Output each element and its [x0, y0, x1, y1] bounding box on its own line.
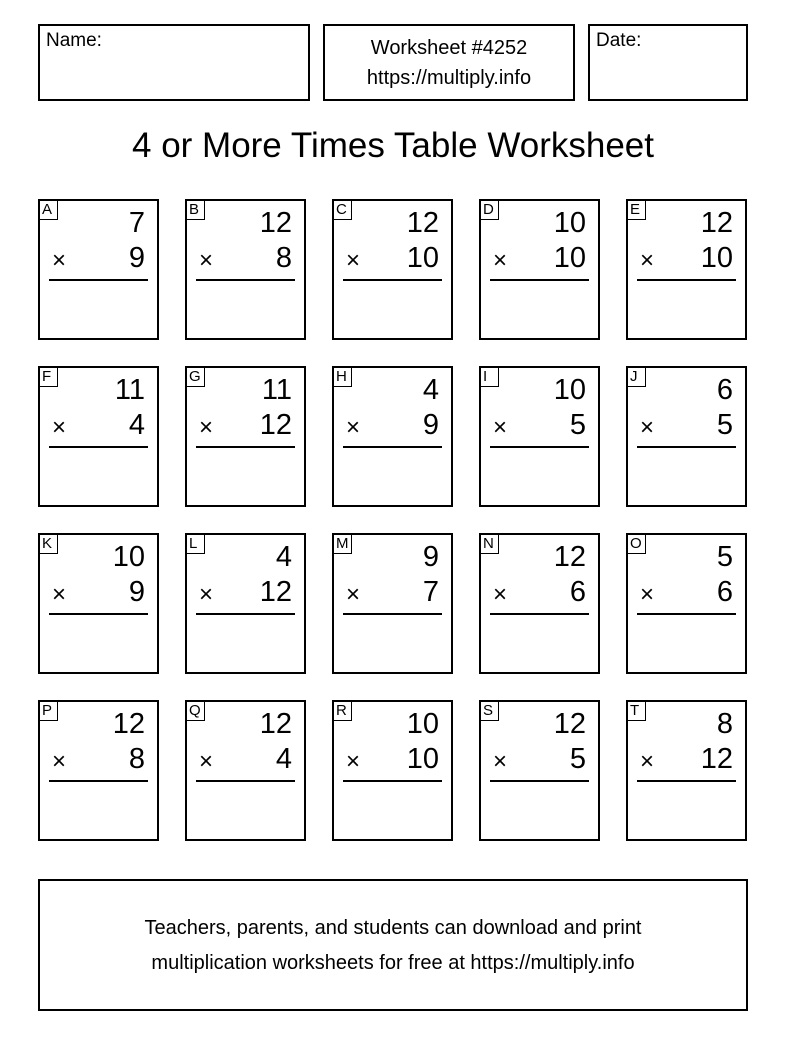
problem-card — [479, 700, 600, 841]
times-sign: × — [493, 414, 508, 441]
problem-card — [38, 199, 159, 340]
multiplier: 4 — [128, 409, 145, 441]
name-field-box — [38, 24, 310, 101]
problem-letter: J — [626, 366, 646, 387]
answer-line — [490, 279, 589, 281]
answer-line — [343, 613, 442, 615]
date-label: Date: — [596, 30, 642, 51]
problem-letter: I — [479, 366, 499, 387]
answer-line — [196, 446, 295, 448]
multiplicand: 11 — [261, 374, 292, 406]
problem-card — [38, 533, 159, 674]
problem-card — [38, 366, 159, 507]
times-sign: × — [493, 581, 508, 608]
multiplier: 5 — [716, 409, 733, 441]
multiplicand: 12 — [112, 708, 145, 740]
multiplier: 7 — [422, 576, 439, 608]
multiplicand: 12 — [259, 207, 292, 239]
problem-letter: E — [626, 199, 646, 220]
problem-letter: N — [479, 533, 499, 554]
multiplicand: 4 — [275, 541, 292, 573]
times-sign: × — [199, 414, 214, 441]
problem-card — [185, 700, 306, 841]
times-sign: × — [640, 581, 655, 608]
multiplicand: 8 — [716, 708, 733, 740]
answer-line — [637, 780, 736, 782]
multiplier: 5 — [569, 409, 586, 441]
problem-card — [332, 199, 453, 340]
times-sign: × — [640, 748, 655, 775]
problem-letter: A — [38, 199, 58, 220]
times-sign: × — [346, 581, 361, 608]
times-sign: × — [640, 247, 655, 274]
multiplier: 10 — [406, 242, 439, 274]
problem-letter: H — [332, 366, 352, 387]
problem-card — [332, 366, 453, 507]
multiplier: 8 — [275, 242, 292, 274]
problem-letter: C — [332, 199, 352, 220]
problem-card — [626, 533, 747, 674]
multiplier: 10 — [406, 743, 439, 775]
multiplicand: 11 — [114, 374, 145, 406]
multiplier: 5 — [569, 743, 586, 775]
problem-card — [185, 366, 306, 507]
problem-card — [332, 700, 453, 841]
answer-line — [343, 780, 442, 782]
multiplicand: 12 — [406, 207, 439, 239]
multiplicand: 10 — [406, 708, 439, 740]
problem-card — [479, 366, 600, 507]
multiplier: 8 — [128, 743, 145, 775]
worksheet-number: Worksheet #4252 — [370, 37, 528, 59]
footer-line-1: Teachers, parents, and students can download and print — [144, 917, 642, 939]
times-sign: × — [346, 414, 361, 441]
times-sign: × — [52, 581, 67, 608]
times-sign: × — [640, 414, 655, 441]
times-sign: × — [346, 748, 361, 775]
multiplier: 12 — [700, 743, 733, 775]
problem-card — [626, 199, 747, 340]
problem-card — [185, 199, 306, 340]
problem-letter: M — [332, 533, 352, 554]
problem-letter: S — [479, 700, 499, 721]
answer-line — [343, 279, 442, 281]
times-sign: × — [52, 748, 67, 775]
worksheet-url: https://multiply.info — [366, 67, 532, 89]
problem-letter: L — [185, 533, 205, 554]
times-sign: × — [199, 748, 214, 775]
times-sign: × — [199, 581, 214, 608]
answer-line — [490, 780, 589, 782]
answer-line — [196, 279, 295, 281]
problem-letter: R — [332, 700, 352, 721]
multiplier: 4 — [275, 743, 292, 775]
answer-line — [49, 613, 148, 615]
answer-line — [637, 279, 736, 281]
multiplier: 6 — [716, 576, 733, 608]
multiplicand: 9 — [422, 541, 439, 573]
multiplicand: 10 — [553, 374, 586, 406]
answer-line — [49, 279, 148, 281]
answer-line — [637, 446, 736, 448]
multiplier: 10 — [700, 242, 733, 274]
problem-letter: B — [185, 199, 205, 220]
multiplicand: 12 — [553, 541, 586, 573]
answer-line — [343, 446, 442, 448]
multiplier: 10 — [553, 242, 586, 274]
multiplier: 12 — [259, 409, 292, 441]
problem-letter: O — [626, 533, 646, 554]
times-sign: × — [52, 247, 67, 274]
name-label: Name: — [46, 30, 102, 51]
answer-line — [490, 613, 589, 615]
problem-card — [479, 199, 600, 340]
answer-line — [49, 446, 148, 448]
multiplier: 12 — [259, 576, 292, 608]
multiplicand: 10 — [112, 541, 145, 573]
problem-letter: F — [38, 366, 58, 387]
times-sign: × — [199, 247, 214, 274]
problem-letter: D — [479, 199, 499, 220]
date-field-box — [588, 24, 748, 101]
multiplicand: 5 — [716, 541, 733, 573]
answer-line — [637, 613, 736, 615]
multiplier: 9 — [422, 409, 439, 441]
times-sign: × — [52, 414, 67, 441]
footer-box — [38, 879, 748, 1011]
problem-card — [479, 533, 600, 674]
problem-letter: G — [185, 366, 205, 387]
answer-line — [49, 780, 148, 782]
worksheet-info-box — [323, 24, 575, 101]
problem-card — [626, 700, 747, 841]
problem-card — [38, 700, 159, 841]
times-sign: × — [493, 748, 508, 775]
problem-letter: K — [38, 533, 58, 554]
multiplicand: 6 — [716, 374, 733, 406]
answer-line — [196, 780, 295, 782]
multiplicand: 12 — [553, 708, 586, 740]
multiplier: 6 — [569, 576, 586, 608]
times-sign: × — [346, 247, 361, 274]
problem-card — [626, 366, 747, 507]
times-sign: × — [493, 247, 508, 274]
problem-card — [332, 533, 453, 674]
problem-card — [185, 533, 306, 674]
problem-letter: Q — [185, 700, 205, 721]
footer-line-2: multiplication worksheets for free at https://multiply.info — [151, 952, 635, 974]
answer-line — [196, 613, 295, 615]
problem-letter: T — [626, 700, 646, 721]
answer-line — [490, 446, 589, 448]
page-title: 4 or More Times Table Worksheet — [132, 126, 654, 165]
multiplier: 9 — [128, 242, 145, 274]
multiplicand: 12 — [700, 207, 733, 239]
multiplicand: 12 — [259, 708, 292, 740]
multiplicand: 4 — [422, 374, 439, 406]
multiplicand: 10 — [553, 207, 586, 239]
problem-letter: P — [38, 700, 58, 721]
multiplier: 9 — [128, 576, 145, 608]
multiplicand: 7 — [128, 207, 145, 239]
